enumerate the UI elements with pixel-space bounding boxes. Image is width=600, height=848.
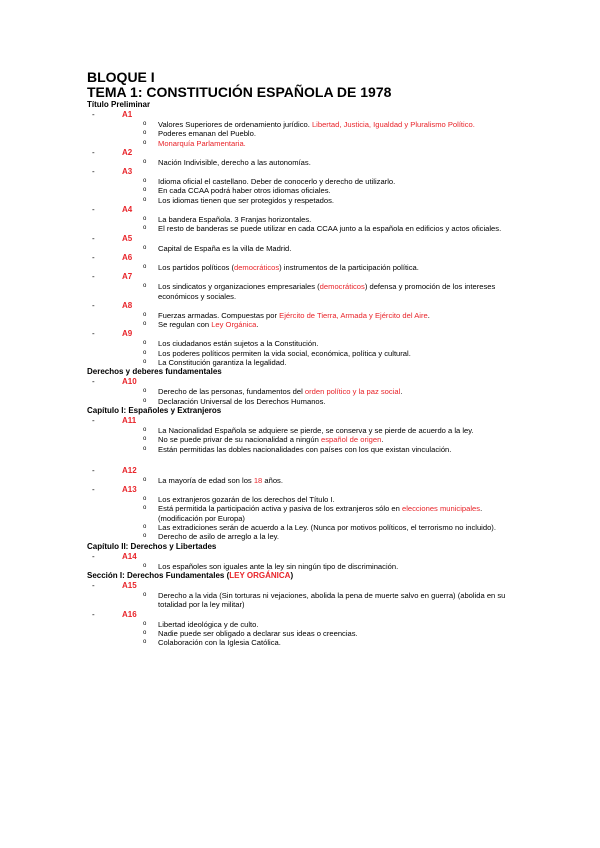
list-item: o Derecho de asilo de arreglo a la ley. [143, 532, 280, 542]
bullet-icon: o [143, 505, 147, 512]
bullet-icon: o [143, 397, 147, 404]
list-item: o Colaboración con la Iglesia Católica. [143, 638, 281, 648]
article-items [87, 476, 527, 485]
dash-marker: - [92, 580, 95, 590]
bloque-heading: BLOQUE I [87, 69, 155, 85]
list-item: o Los ciudadanos están sujetos a la Constitución. [143, 339, 319, 349]
article-a13 [87, 485, 527, 495]
article-label: A8 [122, 300, 133, 310]
bullet-icon: o [143, 620, 147, 627]
article-a14 [87, 552, 527, 562]
article-label: A9 [122, 329, 133, 339]
list-item: o Nadie puede ser obligado a declarar sus ideas o creencias. [143, 628, 358, 638]
list-item: o Los sindicatos y organizaciones empresariales (democráticos) defensa y promoción de los intereses económicos y sociales. [143, 282, 496, 301]
bullet-icon: o [143, 187, 147, 194]
dash-marker: - [92, 300, 95, 310]
list-item: o Se regulan con Ley Orgánica. [143, 320, 259, 330]
bullet-icon: o [143, 178, 147, 185]
bullet-icon: o [143, 562, 147, 569]
section-title: Capítulo II: Derechos y Libertades [87, 541, 217, 551]
document-page [87, 70, 527, 647]
list-item: o Los partidos políticos (democráticos) instrumentos de la participación política. [143, 262, 419, 272]
bullet-icon: o [143, 629, 147, 636]
article-label: A1 [122, 110, 133, 119]
dash-marker: - [92, 205, 95, 215]
dash-marker: - [92, 233, 95, 243]
list-item: o Valores Superiores de ordenamiento jurídico. Libertad, Justicia, Igualdad y Pluralismo Político. [143, 120, 475, 129]
article-items [87, 311, 527, 330]
list-item: o Los idiomas tienen que ser protegidos y respetados. [143, 195, 335, 205]
spacer [87, 454, 527, 466]
article-a9 [87, 329, 527, 339]
article-label: A16 [122, 609, 137, 619]
article-label: A4 [122, 205, 133, 215]
dash-marker: - [92, 272, 95, 282]
list-item: o No se puede privar de su nacionalidad a ningún español de origen. [143, 435, 384, 445]
article-a4 [87, 205, 527, 215]
bullet-icon: o [143, 591, 147, 598]
list-item: o Poderes emanan del Pueblo. [143, 129, 256, 139]
list-item: o Declaración Universal de los Derechos Humanos. [143, 396, 326, 406]
list-item: o La bandera Española. 3 Franjas horizontales. [143, 215, 312, 225]
article-a7 [87, 272, 527, 282]
list-item: o Idioma oficial el castellano. Deber de conocerlo y derecho de utilizarlo. [143, 177, 396, 187]
bullet-icon: o [143, 139, 147, 146]
dash-marker: - [92, 551, 95, 561]
section-title: Sección I: Derechos Fundamentales (LEY ORGÁNICA) [87, 570, 294, 580]
article-items [87, 562, 527, 571]
article-label: A14 [122, 551, 137, 561]
bullet-icon: o [143, 244, 147, 251]
bullet-icon: o [143, 196, 147, 203]
list-item: o Los extranjeros gozarán de los derechos del Título I. [143, 495, 335, 505]
dash-marker: - [92, 329, 95, 339]
list-item: o Monarquía Parlamentaria. [143, 138, 246, 148]
article-label: A6 [122, 252, 133, 262]
article-a2 [87, 148, 527, 158]
list-item: o Nación Indivisible, derecho a las autonomías. [143, 157, 311, 167]
dash-marker: - [92, 110, 95, 119]
bullet-icon: o [143, 496, 147, 503]
article-a6 [87, 253, 527, 263]
article-items [87, 177, 527, 205]
document-body [87, 100, 527, 647]
article-a8 [87, 301, 527, 311]
article-a12 [87, 466, 527, 476]
article-items [87, 215, 527, 234]
bullet-icon: o [143, 311, 147, 318]
bullet-icon: o [143, 225, 147, 232]
article-label: A13 [122, 485, 137, 495]
article-items [87, 282, 527, 301]
article-items [87, 591, 527, 610]
list-item: o Derecho de las personas, fundamentos del orden político y la paz social. [143, 387, 403, 397]
article-items [87, 426, 527, 454]
article-items [87, 244, 527, 253]
list-item: o La Nacionalidad Española se adquiere se pierde, se conserva y se pierde de acuerdo a la ley. [143, 425, 474, 435]
list-item: o La Constitución garantiza la legalidad. [143, 358, 287, 368]
bullet-icon: o [143, 533, 147, 540]
article-a11 [87, 416, 527, 426]
list-item: o La mayoría de edad son los 18 años. [143, 475, 283, 485]
article-a3 [87, 167, 527, 177]
bullet-icon: o [143, 263, 147, 270]
bullet-icon: o [143, 445, 147, 452]
article-items [87, 263, 527, 272]
article-a15 [87, 581, 527, 591]
bullet-icon: o [143, 158, 147, 165]
bullet-icon: o [143, 436, 147, 443]
bullet-icon: o [143, 121, 147, 127]
article-label: A12 [122, 465, 137, 475]
list-item: o Fuerzas armadas. Compuestas por Ejército de Tierra, Armada y Ejército del Aire. [143, 310, 430, 320]
dash-marker: - [92, 377, 95, 387]
dash-marker: - [92, 485, 95, 495]
bullet-icon: o [143, 639, 147, 646]
bullet-icon: o [143, 426, 147, 433]
article-label: A7 [122, 272, 133, 282]
section-title: Derechos y deberes fundamentales [87, 367, 222, 377]
article-label: A11 [122, 415, 137, 425]
list-item: o Está permitida la participación activa y pasiva de los extranjeros sólo en elecciones municipales. (modificación por Europa) [143, 504, 483, 523]
bullet-icon: o [143, 130, 147, 137]
article-items [87, 339, 527, 367]
article-label: A5 [122, 233, 133, 243]
section-title: Título Preliminar [87, 100, 151, 109]
bullet-icon: o [143, 283, 147, 290]
dash-marker: - [92, 415, 95, 425]
tema-heading: TEMA 1: CONSTITUCIÓN ESPAÑOLA DE 1978 [87, 84, 392, 100]
article-items [87, 120, 527, 148]
bullet-icon: o [143, 321, 147, 328]
article-a10 [87, 377, 527, 387]
list-item: o Capital de España es la villa de Madrid. [143, 243, 292, 253]
bullet-icon: o [143, 349, 147, 356]
article-label: A3 [122, 167, 133, 177]
article-items [87, 620, 527, 648]
list-item: o Libertad ideológica y de culto. [143, 619, 259, 629]
article-items [87, 158, 527, 167]
bullet-icon: o [143, 388, 147, 395]
dash-marker: - [92, 252, 95, 262]
article-items [87, 387, 527, 406]
list-item: o Derecho a la vida (Sin torturas ni vejaciones, abolida la pena de muerte salvo en guerra) (abolida en su totalidad por la ley militar) [143, 590, 506, 610]
list-item: o Los españoles son iguales ante la ley sin ningún tipo de discriminación. [143, 561, 399, 571]
list-item: o Están permitidas las dobles nacionalidades con países con los que existan vinculación. [143, 444, 452, 454]
section-title: Capítulo I: Españoles y Extranjeros [87, 405, 222, 415]
dash-marker: - [92, 609, 95, 619]
list-item: o Los poderes políticos permiten la vida social, económica, política y cultural. [143, 348, 411, 358]
article-label: A2 [122, 147, 133, 157]
article-a1 [87, 110, 527, 120]
bullet-icon: o [143, 524, 147, 531]
article-label: A10 [122, 377, 137, 387]
bullet-icon: o [143, 476, 147, 483]
bullet-icon: o [143, 340, 147, 347]
dash-marker: - [92, 465, 95, 475]
dash-marker: - [92, 167, 95, 177]
dash-marker: - [92, 147, 95, 157]
list-item: o El resto de banderas se puede utilizar en cada CCAA junto a la española en edificios y actos oficiales. [143, 224, 502, 234]
article-a16 [87, 610, 527, 620]
bullet-icon: o [143, 359, 147, 366]
list-item: o Las extradiciones serán de acuerdo a la Ley. (Nunca por motivos políticos, el terrorismo no incluido). [143, 523, 496, 533]
article-label: A15 [122, 580, 137, 590]
bullet-icon: o [143, 216, 147, 223]
article-a5 [87, 234, 527, 244]
list-item: o En cada CCAA podrá haber otros idiomas oficiales. [143, 186, 331, 196]
article-items [87, 495, 527, 541]
